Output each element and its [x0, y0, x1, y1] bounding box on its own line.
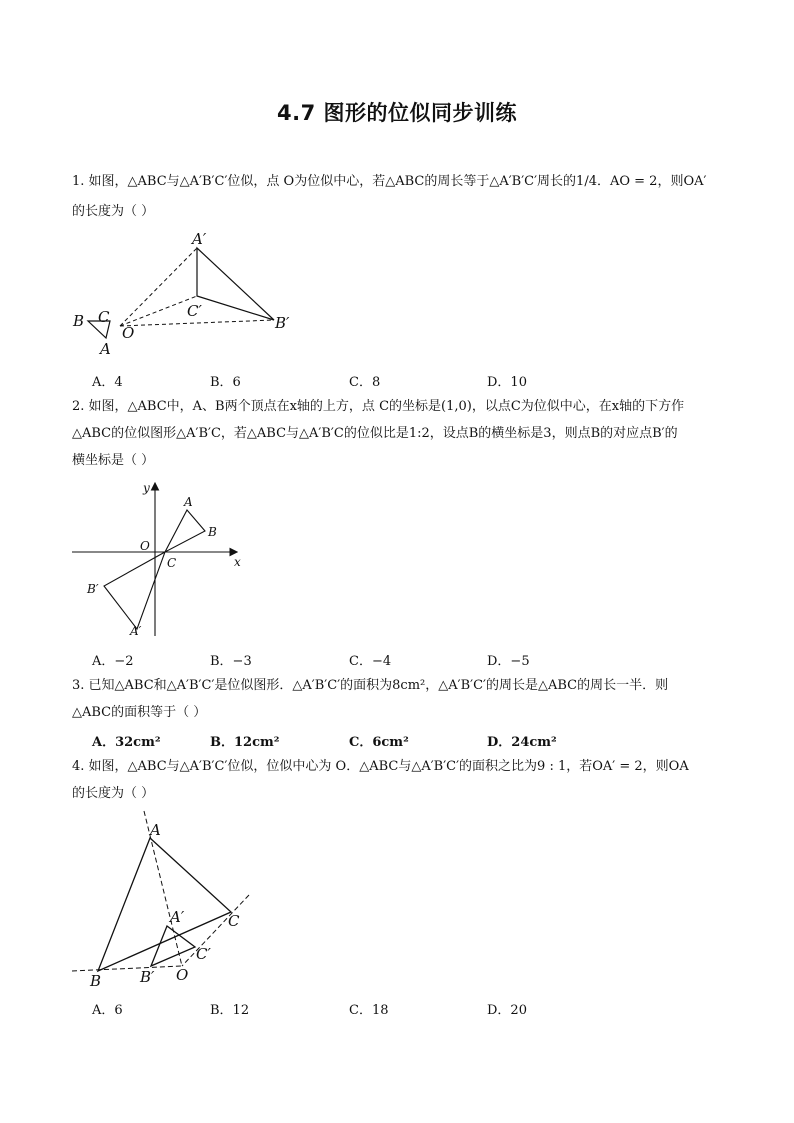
q3-stem-line2: △ABC的面积等于（ ）: [72, 705, 207, 720]
q1-stem-line2: 的长度为（ ）: [72, 204, 155, 219]
q4-dash-b-line: [72, 966, 182, 971]
q2-option-c[interactable]: C．−4: [349, 654, 392, 669]
q2-label-x: x: [234, 555, 241, 569]
q3-option-a[interactable]: A．32cm²: [92, 735, 161, 750]
q4-option-b[interactable]: B．12: [210, 1003, 250, 1018]
q2-label-y: y: [143, 481, 150, 495]
q1-stem-line1: 1. 如图，△ABC与△A′B′C′位似，点 O为位似中心，若△ABC的周长等于△A′B′C′周长的1/4．AO = 2，则OA′: [72, 174, 707, 189]
q4-stem-line1: 4. 如图，△ABC与△A′B′C′位似，位似中心为 O．△ABC与△A′B′C′的面积之比为9 : 1，若OA′ = 2，则OA: [72, 759, 689, 774]
q3-option-c[interactable]: C．6cm²: [349, 735, 409, 750]
q4-figure: [70, 808, 260, 988]
q2-triangle-ab-prime-c: [104, 552, 165, 629]
q1-label-c-prime: C′: [187, 302, 202, 320]
q2-option-d[interactable]: D．−5: [487, 654, 530, 669]
q1-options: [92, 371, 652, 389]
q4-label-c-prime: C′: [196, 945, 211, 963]
q4-option-d[interactable]: D．20: [487, 1003, 527, 1018]
q2-figure: [70, 478, 250, 640]
q1-dash-oc-prime: [120, 296, 197, 326]
q4-label-b-prime: B′: [140, 968, 155, 986]
q1-option-a[interactable]: A．4: [92, 375, 123, 390]
q4-stem-line2: 的长度为（ ）: [72, 786, 155, 801]
q4-label-b: B: [90, 972, 102, 988]
q4-dash-c-line: [182, 895, 249, 966]
q1-label-b: B: [73, 312, 85, 330]
q2-label-b-prime: B′: [87, 582, 99, 596]
q1-option-b[interactable]: B．6: [210, 375, 241, 390]
q4-option-a[interactable]: A．6: [92, 1003, 123, 1018]
q2-label-a: A: [184, 495, 193, 509]
q2-options: [92, 650, 652, 668]
q2-label-o: O: [140, 539, 150, 553]
q4-triangle-abc: [98, 838, 231, 971]
q4-triangle-abc-prime: [151, 926, 195, 966]
q4-label-c: C: [228, 912, 240, 930]
q4-options: [92, 999, 652, 1017]
q1-dash-ob-prime: [120, 320, 274, 326]
q1-dash-oa-prime: [120, 248, 197, 326]
q2-label-a-prime: A′: [130, 624, 142, 638]
q1-triangle-abc-prime: [197, 248, 274, 320]
q2-label-c: C: [167, 556, 177, 570]
q2-triangle-abc: [165, 510, 205, 552]
q2-stem-line2: △ABC的位似图形△A′B′C，若△ABC与△A′B′C的位似比是1:2，设点B的横坐标是3，则点B的对应点B′的: [72, 426, 678, 441]
q4-label-o: O: [176, 966, 189, 984]
q4-label-a: A: [150, 821, 161, 839]
q1-label-a-prime: A′: [192, 230, 207, 248]
q3-stem-line1: 3. 已知△ABC和△A′B′C′是位似图形．△A′B′C′的面积为8cm²，△A′B′C′的周长是△ABC的周长一半．则: [72, 678, 669, 693]
q4-label-a-prime: A′: [170, 908, 185, 926]
q2-label-b: B: [208, 525, 217, 539]
q3-options: [92, 731, 652, 749]
q2-stem-line1: 2. 如图，△ABC中，A、B两个顶点在x轴的上方，点 C的坐标是(1,0)，以点C为位似中心，在x轴的下方作: [72, 399, 685, 414]
q1-option-d[interactable]: D．10: [487, 375, 527, 390]
q1-label-c: C: [98, 308, 110, 326]
q3-option-b[interactable]: B．12cm²: [210, 735, 280, 750]
q2-option-a[interactable]: A．−2: [92, 654, 134, 669]
q1-option-c[interactable]: C．8: [349, 375, 381, 390]
q1-figure: [70, 228, 300, 360]
page-title: 4.7 图形的位似同步训练: [276, 101, 517, 125]
q4-option-c[interactable]: C．18: [349, 1003, 389, 1018]
q2-option-b[interactable]: B．−3: [210, 654, 252, 669]
q3-option-d[interactable]: D．24cm²: [487, 735, 557, 750]
q1-label-o: O: [122, 324, 135, 342]
q1-label-b-prime: B′: [275, 314, 290, 332]
q1-label-a: A: [100, 340, 111, 358]
q2-stem-line3: 横坐标是（ ）: [72, 453, 155, 468]
